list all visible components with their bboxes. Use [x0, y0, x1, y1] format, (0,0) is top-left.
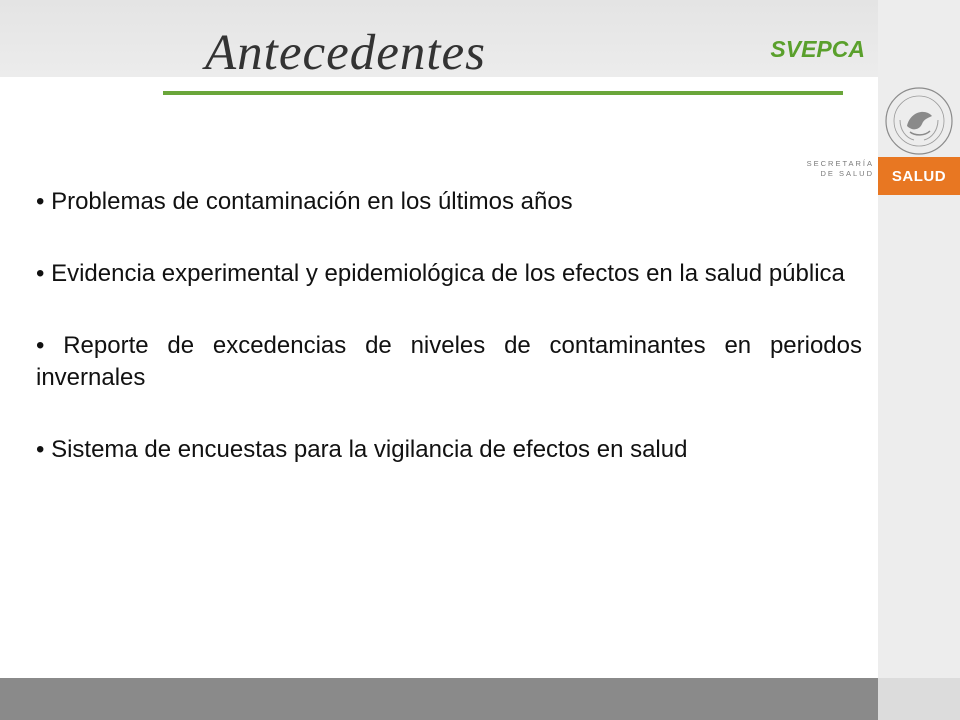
bullet-item: • Sistema de encuestas para la vigilancia de efectos en salud	[36, 436, 688, 463]
bullet-item: • Evidencia experimental y epidemiológica de los efectos en la salud pública	[36, 260, 845, 287]
footer-band	[0, 678, 878, 720]
agency-name	[807, 159, 874, 179]
salud-badge: SALUD	[878, 157, 960, 195]
agency-line1: SECRETARÍA	[806, 159, 874, 168]
coat-of-arms-icon	[880, 82, 958, 160]
bullet-item: • Problemas de contaminación en los últimos años	[36, 188, 573, 215]
title-underline	[163, 91, 843, 95]
bullet-list	[36, 186, 862, 506]
slide-title: Antecedentes	[205, 25, 487, 81]
bullet-item: • Reporte de excedencias de niveles de contaminantes en periodos invernales	[36, 332, 862, 391]
footer-corner	[878, 678, 960, 720]
program-label: SVEPCA	[770, 36, 865, 62]
agency-line2: DE SALUD	[820, 169, 874, 178]
